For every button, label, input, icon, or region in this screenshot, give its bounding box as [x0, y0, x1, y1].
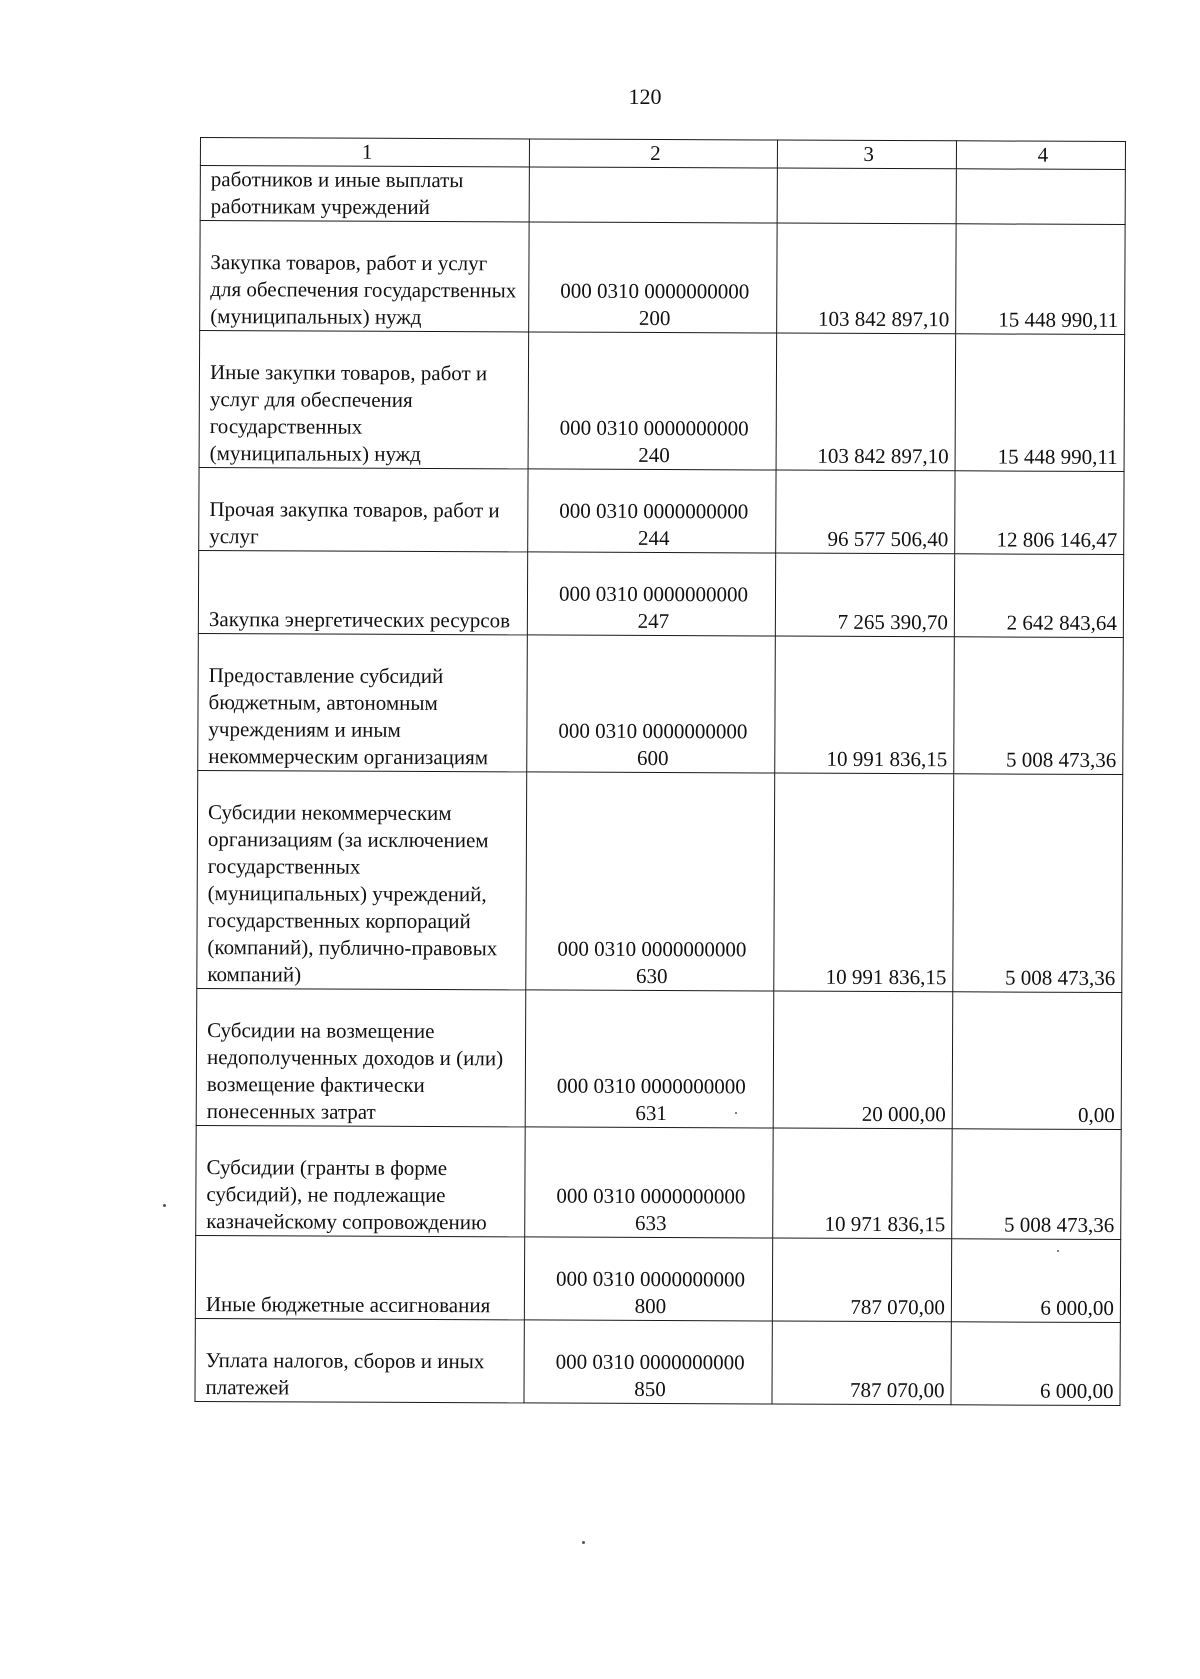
row-value-col3: 7 265 390,70: [775, 553, 955, 637]
column-header-1: 1: [200, 138, 530, 167]
row-code-line2: 244: [637, 525, 670, 551]
row-code-line1: 000 0310 0000000000: [555, 1349, 745, 1375]
table-row: [198, 633, 1124, 774]
row-value-col4: 5 008 473,36: [954, 637, 1124, 775]
table-row: [196, 988, 1122, 1129]
row-code-line2: 240: [638, 442, 670, 468]
table-header-row: [200, 138, 1125, 170]
row-code: [528, 469, 775, 553]
row-code: [525, 1127, 773, 1238]
row-name: Субсидии (гранты в форме субсидий), не подлежащие казначейскому сопровождению: [196, 1125, 526, 1236]
row-name: Прочая закупка товаров, работ и услуг: [199, 467, 529, 551]
row-value-col4: 5 008 473,36: [953, 774, 1123, 993]
row-code-line2: 850: [634, 1376, 666, 1402]
column-header-3: 3: [777, 140, 957, 169]
row-value-col3: 787 070,00: [772, 1238, 952, 1322]
scan-speck: [1057, 1250, 1059, 1252]
row-code: [524, 1320, 771, 1404]
row-value-col3: [777, 168, 957, 224]
row-name: Уплата налогов, сборов и иных платежей: [195, 1318, 525, 1402]
row-code-line1: 000 0310 0000000000: [556, 1073, 746, 1099]
row-value-col4: 15 448 990,11: [955, 334, 1125, 472]
row-value-col4: 15 448 990,11: [956, 224, 1125, 335]
row-value-col3: 10 991 836,15: [773, 773, 953, 992]
row-code-line2: 200: [638, 305, 671, 331]
table-row: [196, 1125, 1121, 1239]
row-name: Предоставление субсидий бюджетным, автономным учреждениям и иным некоммерческим организациям: [198, 633, 528, 771]
row-value-col4: 12 806 146,47: [955, 471, 1124, 555]
table-row: [200, 221, 1125, 335]
row-code-line2: 600: [636, 745, 669, 771]
row-value-col4: 5 008 473,36: [952, 1129, 1121, 1240]
scan-speck: [735, 1112, 737, 1114]
row-name: Закупка энергетических ресурсов: [198, 550, 528, 634]
row-name: Закупка товаров, работ и услуг для обеспечения государственных (муниципальных) нужд: [200, 221, 530, 332]
table-row: [199, 331, 1125, 472]
row-code-line1: 000 0310 0000000000: [558, 581, 749, 607]
row-code: [528, 332, 776, 470]
table-row: [195, 1318, 1120, 1405]
row-code-line2: 247: [637, 608, 670, 634]
row-code-line1: 000 0310 0000000000: [558, 718, 748, 744]
row-code-line2: 633: [634, 1210, 667, 1236]
table-row: [199, 467, 1124, 554]
row-value-col4: 6 000,00: [951, 1322, 1120, 1406]
column-header-2: 2: [530, 139, 777, 168]
row-code-line2: 631: [635, 1100, 668, 1126]
row-code: [528, 552, 775, 636]
row-code-line1: 000 0310 0000000000: [555, 1266, 746, 1292]
row-value-col4: 0,00: [952, 992, 1122, 1130]
row-value-col4: [956, 169, 1125, 225]
row-code: [527, 635, 775, 773]
row-value-col3: 20 000,00: [773, 991, 953, 1129]
row-code-line1: 000 0310 0000000000: [560, 278, 750, 304]
row-code: [529, 222, 777, 333]
scan-speck: [582, 1541, 585, 1544]
row-code: [530, 167, 777, 223]
row-value-col3: 10 971 836,15: [772, 1128, 952, 1239]
column-header-4: 4: [956, 141, 1125, 170]
table-row: [195, 1235, 1120, 1322]
row-code: [526, 990, 774, 1128]
row-value-col3: 103 842 897,10: [776, 223, 956, 334]
row-value-col3: 787 070,00: [771, 1321, 951, 1405]
row-name: Иные закупки товаров, работ и услуг для обеспечения государственных (муниципальных) нужд: [199, 331, 529, 469]
row-code-line1: 000 0310 0000000000: [559, 415, 749, 441]
row-name: работников и иные выплаты работникам учреждений: [200, 166, 530, 222]
row-value-col3: 103 842 897,10: [776, 333, 956, 471]
row-code-line1: 000 0310 0000000000: [557, 936, 747, 962]
budget-table: [194, 137, 1126, 1406]
row-code-line1: 000 0310 0000000000: [559, 498, 749, 524]
row-code-line2: 800: [634, 1293, 667, 1319]
row-name: Субсидии на возмещение недополученных доходов и (или) возмещение фактически понесенных затрат: [196, 988, 526, 1126]
row-value-col3: 96 577 506,40: [775, 470, 955, 554]
row-code-line2: 630: [636, 963, 668, 989]
row-code: [525, 1237, 772, 1321]
table-row: [198, 550, 1123, 637]
table-row: [200, 166, 1125, 225]
scan-speck: [163, 1204, 166, 1207]
row-code: [526, 772, 774, 991]
table-row: [197, 770, 1123, 992]
row-name: Иные бюджетные ассигнования: [195, 1235, 525, 1319]
row-value-col4: 6 000,00: [951, 1239, 1120, 1323]
row-name: Субсидии некоммерческим организациям (за исключением государственных (муниципальных) учреждений, государственных корпораций (компаний), публично-правовых компаний): [197, 770, 527, 989]
row-code-line1: 000 0310 0000000000: [556, 1183, 746, 1209]
row-value-col4: 2 642 843,64: [954, 554, 1123, 638]
page-number: 120: [628, 84, 662, 109]
row-value-col3: 10 991 836,15: [774, 636, 954, 774]
